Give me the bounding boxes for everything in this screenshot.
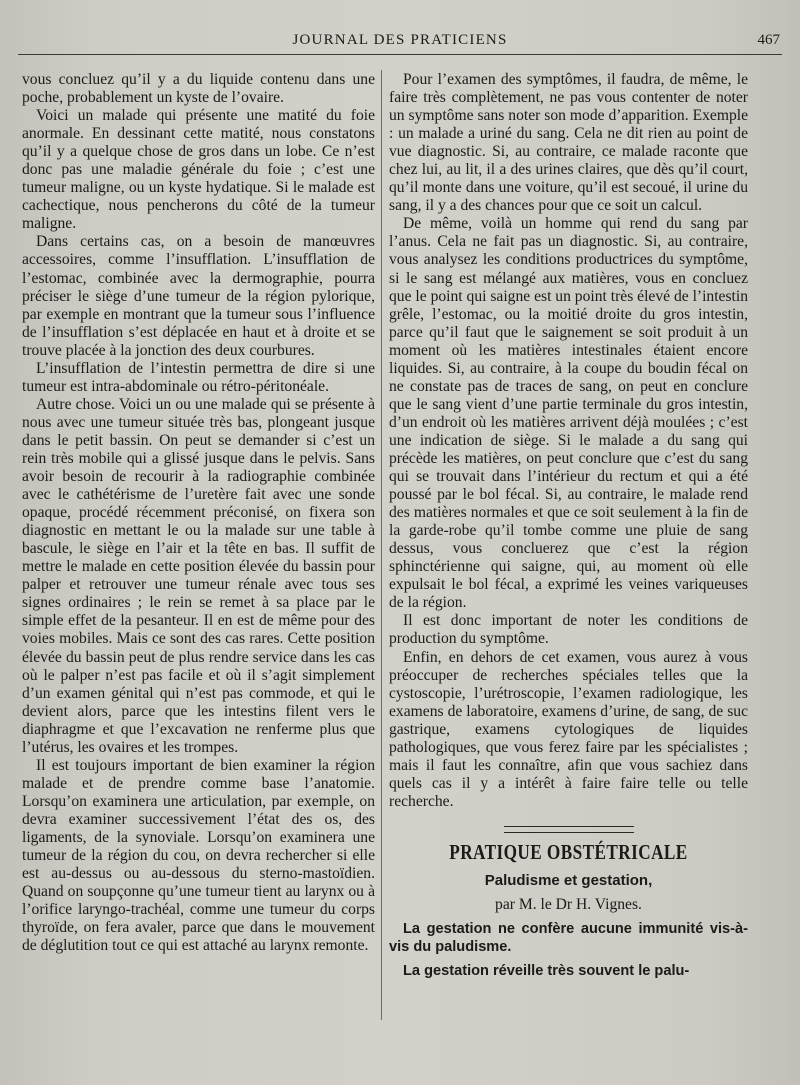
paragraph: De même, voilà un homme qui rend du sang par l’anus. Cela ne fait pas un diagnostic. Si, au contraire, vous analysez les conditions productrices du symptôme, si le sang est mélangé aux matières, vous en concluez que le point qui saigne est un point très élevé de l’intestin grêle, l’estomac, ou la moitié droite du gros intestin, parce qu’il faut que le saignement se soit produit à un moment où les matières intestinales étaient encore liquides. Si, au contraire, à la coupe du boudin fécal on ne constate pas de traces de sang, on peut en conclure que le sang vient d’une partie terminale du gros intestin, d’un endroit où les matières arrivent déjà moulées ; c’est une indication de siège. Si le malade a du sang qui précède les matières, on peut conclure que c’est du sang qui se trouvait dans l’intérieur du rectum et qui a été poussé par le bol fécal. Si, au contraire, le malade rend des matières normales et que ce soit seulement à la fin de la garde-robe qu’il tombe comme une pluie de sang dessus, vous concluerez que c’est la région sphinctérienne qui saigne, qui, au moment où elle expulsait le bol fécal, a exprimé les veines variqueuses de la région. [389,215,749,612]
page-number: 467 [757,32,780,48]
paragraph: Enfin, en dehors de cet examen, vous aurez à vous préoccuper de recherches spéciales telles que la cystoscopie, l’urétroscopie, l’examen radiologique, les examens de laboratoire, examens d’urine, de sang, de suc gastrique, examens cytologiques de liquides pathologiques, que vous ferez faire par les spécialistes ; mais il faut les connaître, afin que vous sachiez dans quels cas il y a intérêt à faire faire telle ou telle recherche. [389,648,748,810]
section-rule [504,826,634,833]
paragraph: vous concluez qu’il y a du liquide contenu dans une poche, probablement un kyste de l’ovaire. [22,71,375,107]
article-byline: par M. le Dr H. Vignes. [495,896,642,914]
paragraph: Il est donc important de noter les conditions de production du symptôme. [389,612,748,648]
paragraph: L’insufflation de l’intestin permettra de dire si une tumeur est intra-abdominale ou rétro-péritonéale. [22,359,375,395]
right-column [389,71,748,980]
running-title: JOURNAL DES PRATICIENS [292,32,508,48]
paragraph: Voici un malade qui présente une matité du foie anormale. En dessinant cette matité, nous constatons qu’il y a quelque chose de gros dans un lobe. Ce n’est donc pas une maladie générale du foie ; c’est une tumeur maligne, ou un kyste hydatique. Si le malade est cachectique, nous pencherons du côté de la tumeur maligne. [22,107,375,233]
left-column [22,71,375,955]
page-header [18,30,782,55]
paragraph: Pour l’examen des symptômes, il faudra, de même, le faire très complètement, ne pas vous contenter de noter un symptôme sans noter son mode d’apparition. Exemple : un malade a uriné du sang. Cela ne dit rien au point de vue diagnostic. Si, au contraire, ce malade raconte que chez lui, au lit, il a des urines claires, que dès qu’il court, qu’il monte dans une voiture, qu’il est secoué, il urine du sang, il y a des chances pour que ce soit un calcul. [389,71,748,215]
column-divider [381,70,382,1020]
article-title: Paludisme et gestation, [484,871,653,889]
bold-paragraph: La gestation réveille très souvent le palu- [403,963,690,980]
bold-paragraph: La gestation ne confère aucune immunité vis-à-vis du paludisme. [389,921,748,956]
paragraph: Autre chose. Voici un ou une malade qui se présente à nous avec une tumeur située très bas, plongeant jusque dans le petit bassin. On peut se demander si c’est un rein très mobile qui a glissé jusque dans le pelvis. Sans avoir besoin de recourir à la radiographie combinée avec le cathétérisme de l’uretère fait avec une sonde opaque, procédé récemment préconisé, on fixera son diagnostic en mettant le ou la malade sur une table à bascule, le siège en l’air et la tête en bas. Il suffit de mettre le malade en cette position élevée du bassin pour palper et retrouver une tumeur rénale avec tous ses signes ordinaires ; le rein se remet à sa place par le simple effet de la pesanteur. Il en est de même pour des voies mobiles. Mais ce sont des cas rares. Cette position élevée du bassin peut de plus rendre service dans les cas où le palper n’est pas facile et où il s’agit simplement d’un examen génital qui n’est pas commode, et qui le devient alors, parce que les intestins filent vers le diaphragme et que l’excavation ne renferme plus que l’utérus, les ovaires et les trompes. [22,395,375,756]
paragraph: Il est toujours important de bien examiner la région malade et de prendre comme base l’anatomie. Lorsqu’on examinera une articulation, par exemple, on devra examiner successivement l’état des os, des ligaments, de la synoviale. Lorsqu’on examinera une tumeur de la région du cou, on devra rechercher si elle est au-dessus ou au-dessous du sterno-mastoïdien. Quand on soupçonne qu’une tumeur tient au larynx ou à l’orifice laryngo-trachéal, comme une tumeur du corps thyroïde, on fera avaler, parce que dans le mouvement de déglutition tout ce qui est attaché au larynx remonte. [22,756,375,955]
paragraph: Dans certains cas, on a besoin de manœuvres accessoires, comme l’insufflation. L’insufflation de l’estomac, combinée avec la dermographie, pourra préciser le siège d’une tumeur de la région pylorique, par exemple en montrant que la tumeur sous l’influence de l’insufflation s’est déplacée en haut et à droite et se trouve placée à la jonction des deux courbures. [22,233,375,359]
section-title: PRATIQUE OBSTÉTRICALE [449,839,688,864]
